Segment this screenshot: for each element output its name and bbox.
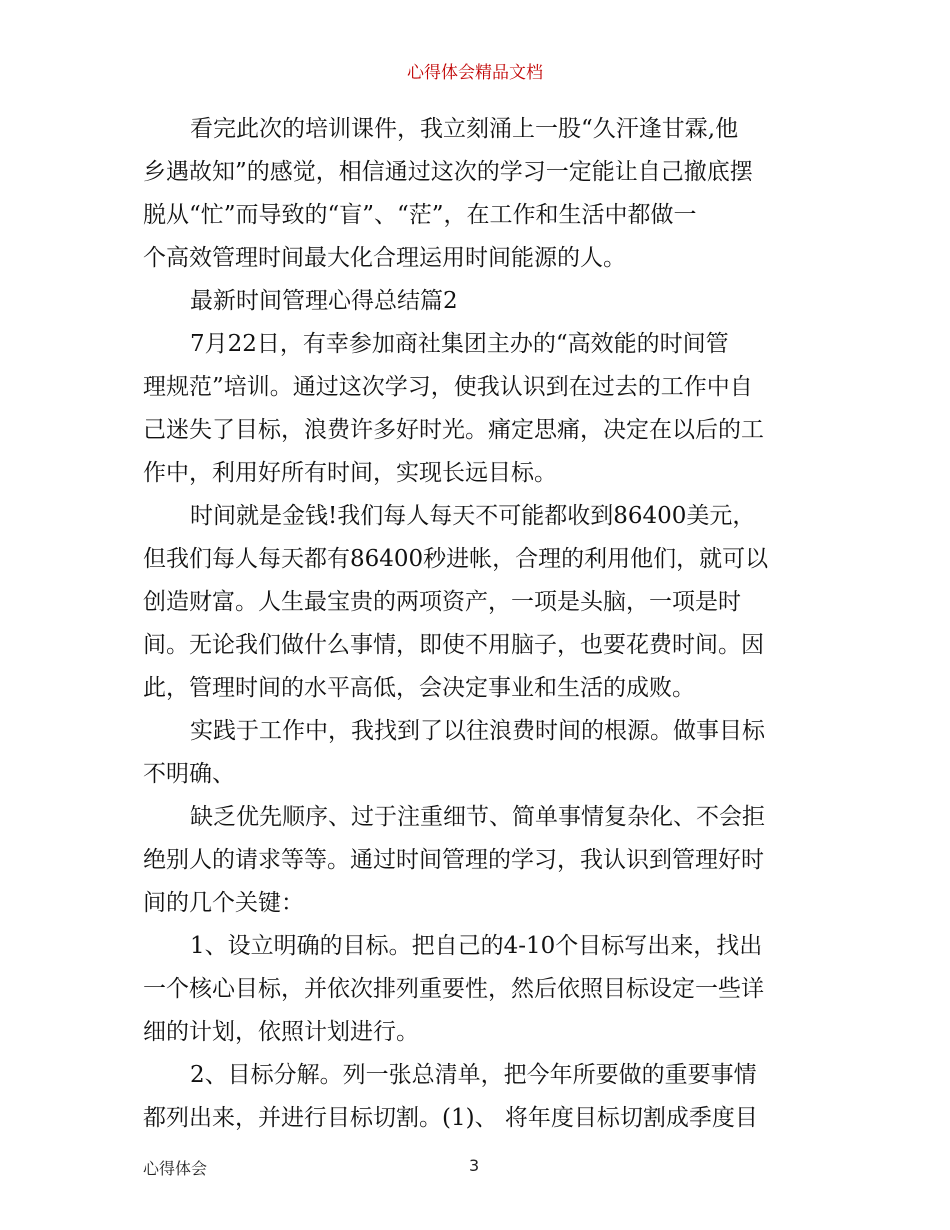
text-line: 1、设立明确的目标。把自己的4-10个目标写出来，找出	[190, 933, 763, 959]
text-line: 最新时间管理心得总结篇2	[190, 288, 458, 314]
text-line: 7月22日，有幸参加商社集团主办的“高效能的时间管	[190, 331, 729, 357]
text-line: 时间就是金钱!我们每人每天不可能都收到86400美元，	[190, 503, 756, 529]
page-number: 3	[469, 1156, 480, 1175]
text-line: 缺乏优先顺序、过于注重细节、简单事情复杂化、不会拒	[190, 804, 765, 830]
text-line: 脱从“忙”而导致的“盲”、“茫”，在工作和生活中都做一	[143, 202, 697, 228]
text-line: 理规范”培训。通过这次学习，使我认识到在过去的工作中自	[143, 374, 753, 400]
page-header-title: 心得体会精品文档	[407, 63, 543, 83]
text-line: 都列出来，并进行目标切割。(1)、 将年度目标切割成季度目	[143, 1105, 758, 1131]
text-line: 己迷失了目标，浪费许多好时光。痛定思痛，决定在以后的工	[143, 417, 764, 443]
text-line: 看完此次的培训课件，我立刻涌上一股“久汗逢甘霖,他	[190, 116, 739, 142]
text-line: 不明确、	[143, 761, 235, 787]
text-line: 作中，利用好所有时间，实现长远目标。	[143, 460, 557, 486]
text-line: 个高效管理时间最大化合理运用时间能源的人。	[143, 245, 626, 271]
text-line: 但我们每人每天都有86400秒进帐，合理的利用他们，就可以	[143, 546, 769, 572]
text-line: 此，管理时间的水平高低，会决定事业和生活的成败。	[143, 675, 695, 701]
text-line: 乡遇故知”的感觉，相信通过这次的学习一定能让自己撤底摆	[143, 159, 753, 185]
text-line: 绝别人的请求等等。通过时间管理的学习，我认识到管理好时	[143, 847, 764, 873]
text-line: 一个核心目标，并依次排列重要性，然后依照目标设定一些详	[143, 976, 764, 1002]
text-line: 间的几个关键：	[143, 890, 304, 916]
text-line: 间。无论我们做什么事情，即使不用脑子，也要花费时间。因	[143, 632, 764, 658]
document-body	[143, 108, 811, 1140]
text-line: 实践于工作中，我找到了以往浪费时间的根源。做事目标	[190, 718, 765, 744]
text-line: 细的计划，依照计划进行。	[143, 1019, 419, 1045]
text-line: 2、目标分解。列一张总清单，把今年所要做的重要事情	[190, 1062, 757, 1088]
text-line: 创造财富。人生最宝贵的两项资产，一项是头脑，一项是时	[143, 589, 741, 615]
footer-label: 心得体会	[143, 1159, 208, 1178]
